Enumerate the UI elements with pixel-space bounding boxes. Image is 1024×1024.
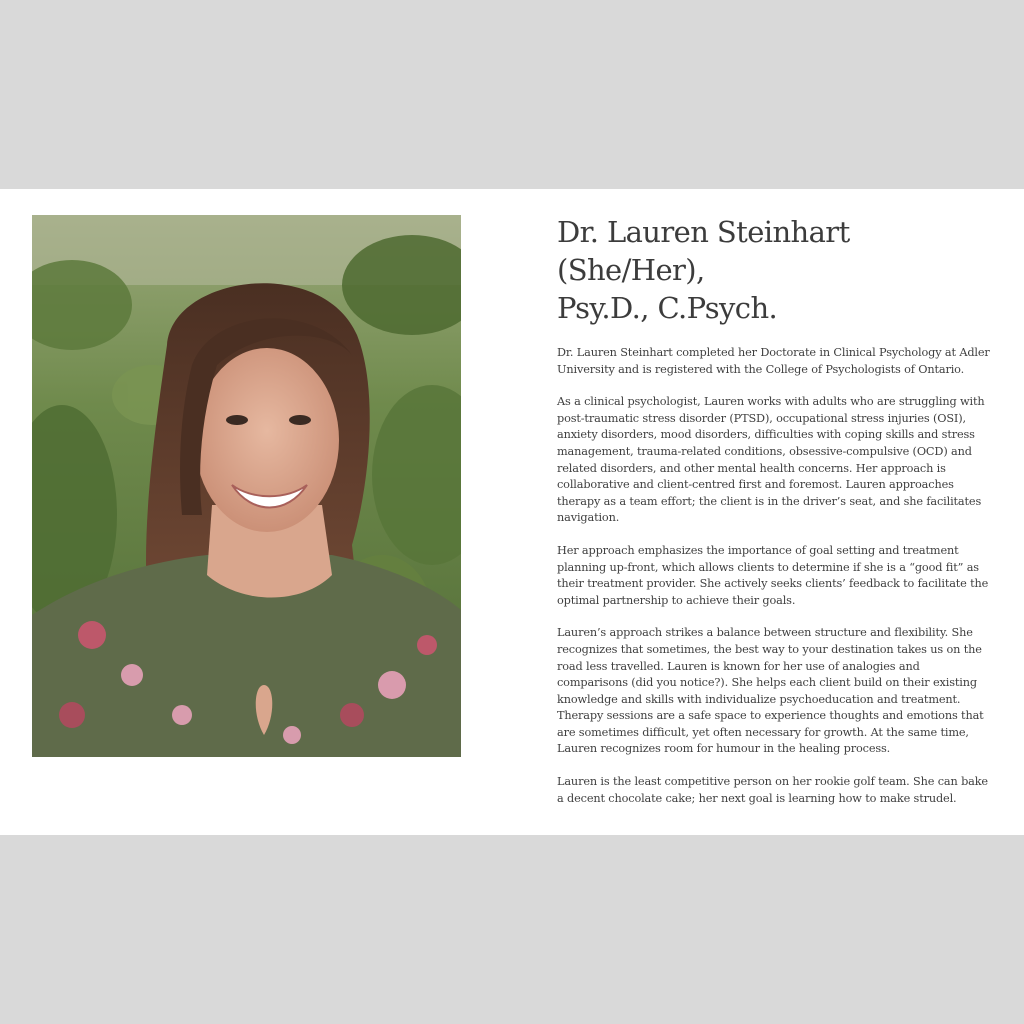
portrait-image xyxy=(32,215,461,757)
profile-name-line1: Dr. Lauren Steinhart (She/Her), xyxy=(557,215,850,287)
profile-card xyxy=(0,189,1024,835)
bio-paragraph-practice: As a clinical psychologist, Lauren works with adults who are struggling with post-traumatic stress disorder (PTSD), occupational stress injuries (OSI), anxiety disorders, mood disorders, difficulties with coping skills and stress management, trauma-related conditions, obsessive-compulsive (OCD) and related disorders, and other mental health concerns. Her approach is collaborative and client-centred first and foremost. Lauren approaches therapy as a team effort; the client is in the driver’s seat, and she facilitates navigation. xyxy=(557,395,985,525)
profile-name xyxy=(557,213,993,327)
bio-paragraph-approach: Lauren’s approach strikes a balance between structure and flexibility. She recognizes that sometimes, the best way to your destination takes us on the road less travelled. Lauren is known for her use of analogies and comparisons (did you notice?). She helps each client build on their existing knowledge and skills with individualize psychoeducation and treatment. Therapy sessions are a safe space to experience thoughts and emotions that are sometimes difficult, yet often necessary for growth. At the same time, Lauren recognizes room for humour in the healing process. xyxy=(557,626,984,756)
bio-section xyxy=(557,213,993,823)
bio-paragraph-goals: Her approach emphasizes the importance of goal setting and treatment planning up-front, which allows clients to determine if she is a “good fit” as their treatment provider. She actively seeks clients’ feedback to facilitate the optimal partnership to achieve their goals. xyxy=(557,543,989,607)
bio-paragraph-education: Dr. Lauren Steinhart completed her Doctorate in Clinical Psychology at Adler University and is registered with the College of Psychologists of Ontario. xyxy=(557,346,990,376)
bio-paragraph-personal: Lauren is the least competitive person on her rookie golf team. She can bake a decent chocolate cake; her next goal is learning how to make strudel. xyxy=(557,775,988,805)
profile-photo xyxy=(32,215,461,757)
profile-name-line2: Psy.D., C.Psych. xyxy=(557,291,778,325)
